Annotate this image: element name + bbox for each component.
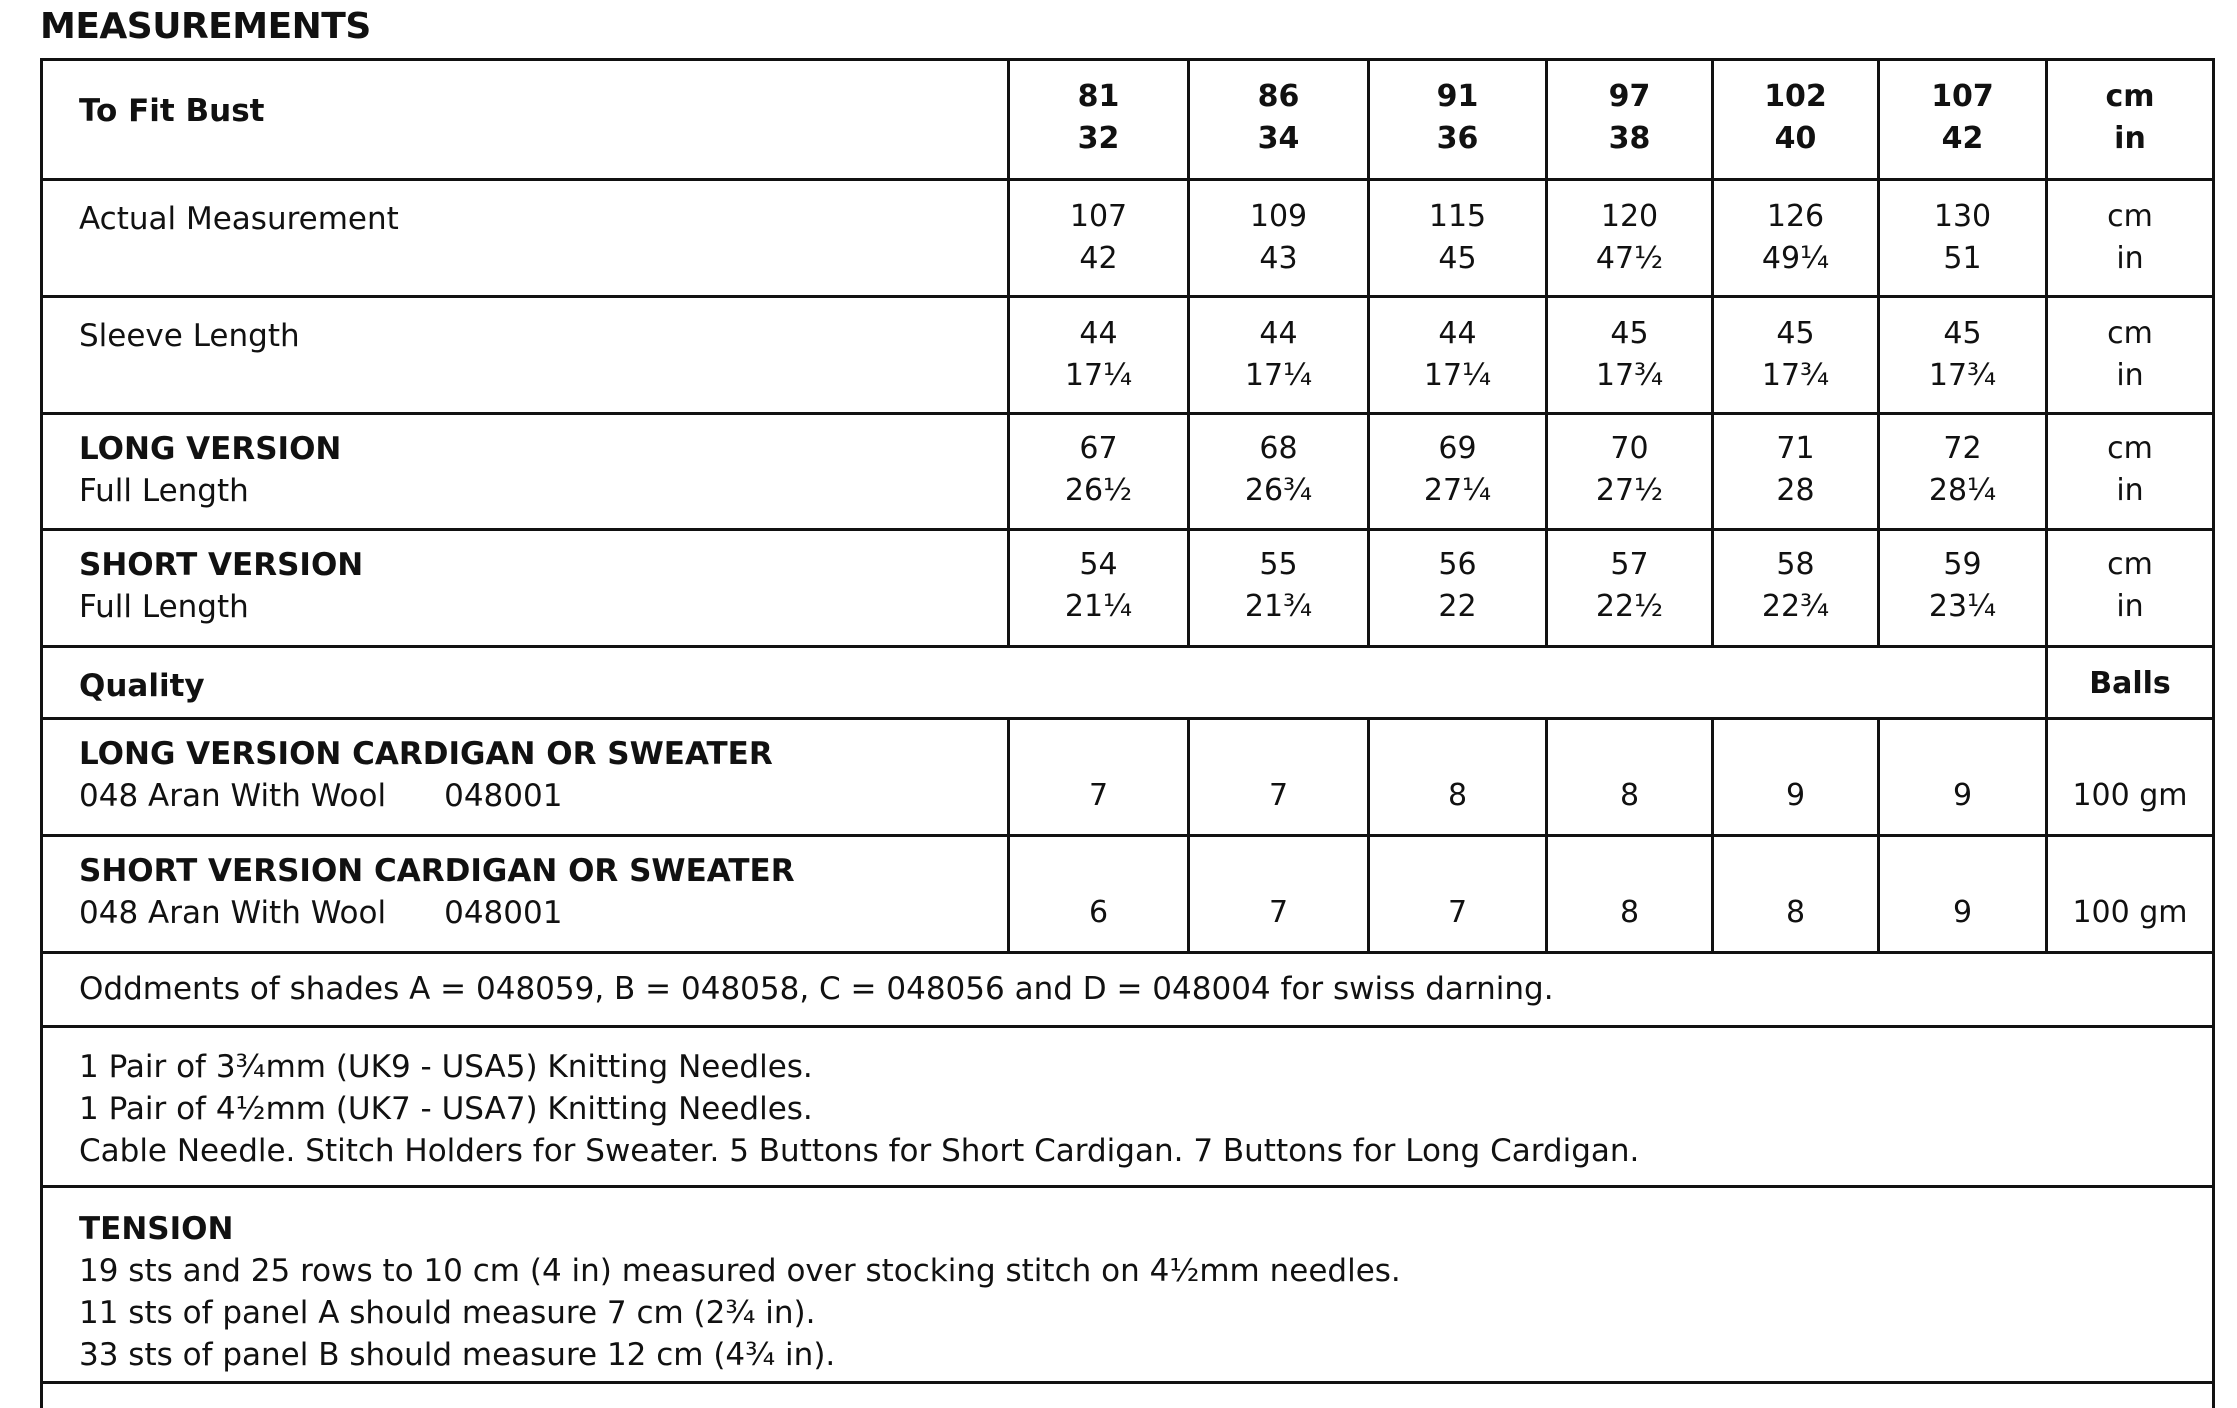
tension-line-1: 19 sts and 25 rows to 10 cm (4 in) measured over stocking stitch on 4½mm needles.: [79, 1253, 1401, 1289]
size-col-4: 97 38: [1545, 61, 1711, 178]
size-col-3: 91 36: [1367, 61, 1545, 178]
actual-label: Actual Measurement: [79, 201, 399, 237]
tension-line-3: 33 sts of panel B should measure 12 cm (4¾ in).: [79, 1337, 836, 1373]
page-title: MEASUREMENTS: [40, 6, 371, 47]
size-col-2: 86 34: [1187, 61, 1367, 178]
row-fit-bust: [43, 61, 2212, 181]
row-short-version: SHORT VERSION Full Length 54 21¼ 55 21¾ 56 22 57 22½ 58 22¾ 59 23¼ cm in: [43, 531, 2212, 648]
size-col-5: 102 40: [1711, 61, 1877, 178]
balls-header: Balls: [2045, 648, 2212, 717]
row-tension: [43, 1188, 2212, 1384]
yarn-long-heading: LONG VERSION CARDIGAN OR SWEATER: [79, 736, 773, 772]
short-version-heading: SHORT VERSION: [79, 547, 364, 583]
row-needles: [43, 1028, 2212, 1188]
size-col-6: 107 42: [1877, 61, 2045, 178]
short-version-label: Full Length: [79, 589, 249, 625]
row-sleeve-length: Sleeve Length 44 17¼ 44 17¼ 44 17¼ 45 17¾ 45 17¾ 45 17¾ cm in: [43, 298, 2212, 415]
unit-col: cm in: [2045, 61, 2212, 178]
oddments-text: Oddments of shades A = 048059, B = 048058, C = 048056 and D = 048004 for swiss darning.: [79, 971, 1554, 1007]
yarn-short-line: 048 Aran With Wool 048001: [79, 895, 563, 931]
tension-line-2: 11 sts of panel A should measure 7 cm (2¾ in).: [79, 1295, 816, 1331]
needles-line-2: 1 Pair of 4½mm (UK7 - USA7) Knitting Needles.: [79, 1091, 813, 1127]
quality-label: Quality: [79, 668, 205, 704]
row-quality: [43, 648, 2212, 720]
needles-line-1: 1 Pair of 3¾mm (UK9 - USA5) Knitting Needles.: [79, 1049, 813, 1085]
long-version-heading: LONG VERSION: [79, 431, 342, 467]
needles-line-3: Cable Needle. Stitch Holders for Sweater. 5 Buttons for Short Cardigan. 7 Buttons for Long Cardigan.: [79, 1133, 1640, 1169]
size-col-1: 81 32: [1007, 61, 1187, 178]
fit-bust-label: To Fit Bust: [79, 93, 265, 129]
row-oddments: [43, 954, 2212, 1028]
row-actual-measurement: Actual Measurement 107 42 109 43 115 45 120 47½ 126 49¼ 130 51 cm in: [43, 181, 2212, 298]
row-long-version: LONG VERSION Full Length 67 26½ 68 26¾ 69 27¼ 70 27½ 71 28 72 28¼ cm in: [43, 415, 2212, 531]
measurements-table: [40, 58, 2215, 1408]
yarn-short-heading: SHORT VERSION CARDIGAN OR SWEATER: [79, 853, 795, 889]
row-yarn-long: LONG VERSION CARDIGAN OR SWEATER 048 Aran With Wool 048001 7 7 8 8 9 9 100 gm: [43, 720, 2212, 837]
sleeve-label: Sleeve Length: [79, 318, 300, 354]
row-yarn-short: SHORT VERSION CARDIGAN OR SWEATER 048 Aran With Wool 048001 6 7 7 8 8 9 100 gm: [43, 837, 2212, 954]
tension-heading: TENSION: [79, 1211, 234, 1247]
long-version-label: Full Length: [79, 473, 249, 509]
yarn-long-line: 048 Aran With Wool 048001: [79, 778, 563, 814]
